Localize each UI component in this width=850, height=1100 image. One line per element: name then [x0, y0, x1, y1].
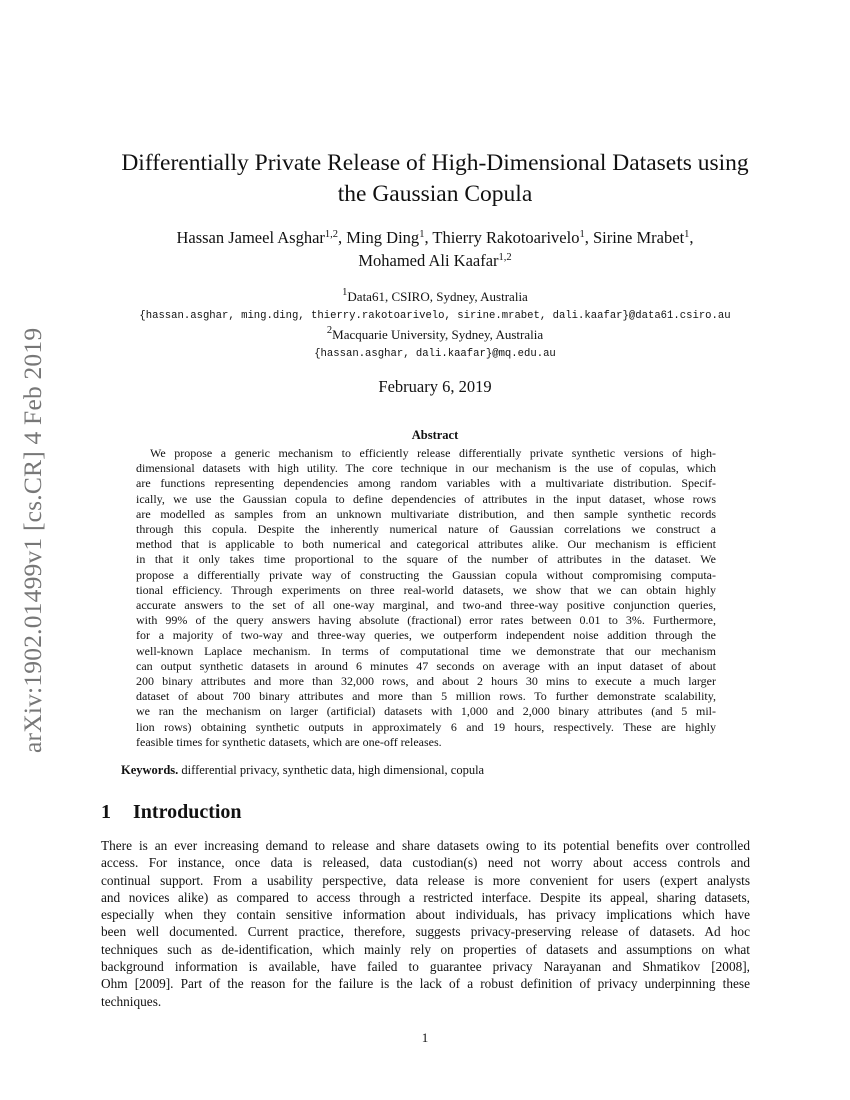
- abstract-line: ically, we use the Gaussian copula to define dependencies of attributes in the input dataset, whose rows: [136, 491, 716, 506]
- author-name: Sirine Mrabet: [592, 228, 685, 247]
- abstract-line: can output synthetic datasets in around 6 minutes 47 seconds on average with an input dataset of about: [136, 658, 716, 673]
- abstract-line: tional efficiency. Through experiments on three real-world datasets, we show that we can obtain highly: [136, 582, 716, 597]
- section-heading: [101, 801, 242, 824]
- abstract-line: for a majority of two-way and three-way queries, we outperform independent noise addition through the: [136, 628, 716, 643]
- intro-line: techniques such as de-identification, which mainly rely on properties of datasets and assumptions on what: [101, 941, 750, 957]
- section-title: Introduction: [133, 801, 242, 823]
- author-name: Mohamed Ali Kaafar: [358, 251, 499, 270]
- keywords-text: differential privacy, synthetic data, high dimensional, copula: [181, 763, 485, 777]
- intro-line: especially when they contain sensitive information about individuals, has privacy implications which have: [101, 907, 750, 923]
- abstract-line: with 99% of the query answers having absolute (fractional) error rates between 0.01 to 3%. Furthermore,: [136, 613, 716, 628]
- intro-line: and novices alike) as compared to access through a restricted interface. Despite its appeal, sharing datasets,: [101, 889, 750, 905]
- author-name: Thierry Rakotoarivelo: [432, 228, 580, 247]
- abstract-line: well-known Laplace mechanism. In terms of computational time we demonstrate that our mechanism: [136, 643, 716, 658]
- affiliation-text: Macquarie University, Sydney, Australia: [332, 327, 544, 342]
- abstract-body: [136, 446, 716, 750]
- affiliation-1-email[interactable]: {hassan.asghar, ming.ding, thierry.rakotoarivelo, sirine.mrabet, dali.kaafar}@data61.csiro.au: [139, 310, 731, 322]
- abstract-line: dataset of about 700 binary attributes and more than 5 million rows. To further demonstrate scalability,: [136, 689, 716, 704]
- title-line-2: the Gaussian Copula: [337, 181, 533, 207]
- abstract-line: feasible times for synthetic datasets, which are one-off releases.: [136, 734, 442, 749]
- paper-title: [100, 148, 770, 210]
- intro-line: There is an ever increasing demand to release and share datasets owing to its potential benefits over controlled: [101, 838, 750, 853]
- author-affil-mark: 1,2: [498, 252, 512, 263]
- author-line-2: [100, 249, 770, 272]
- intro-line: techniques.: [101, 993, 162, 1009]
- intro-line: access. For instance, once data is released, data custodian(s) need not worry about access controls and: [101, 855, 750, 871]
- affiliation-text: Data61, CSIRO, Sydney, Australia: [347, 289, 528, 304]
- abstract-line: through this copula. Despite the inherently numerical nature of Gaussian correlations we construct a: [136, 522, 716, 537]
- affiliation-mark: 2: [326, 325, 333, 336]
- author-list: [100, 226, 770, 272]
- author-line-1: Hassan Jameel Asghar$^{1,2}$, Ming Ding$^1$, Thierry Rakotoarivelo$^1$, Sirine Mrabet$^1$,: [176, 228, 694, 247]
- abstract-line: accurate answers to the set of all one-way marginal, and two-and three-way positive conjunction queries,: [136, 598, 716, 613]
- author-affil-mark: 1: [684, 229, 690, 240]
- abstract-line: method that is applicable to both numerical and categorical attributes alike. Our mechanism is efficient: [136, 537, 716, 552]
- abstract-line: propose a differentially private way of constructing the Gaussian copula without compromising computa-: [136, 567, 716, 582]
- author-name: Hassan Jameel Asghar: [176, 228, 325, 247]
- arxiv-stamp[interactable]: arXiv:1902.01499v1 [cs.CR] 4 Feb 2019: [18, 327, 47, 753]
- abstract-heading: Abstract: [411, 428, 459, 442]
- page-number: 1: [421, 1030, 429, 1045]
- author-affil-mark: 1: [419, 229, 425, 240]
- affiliation-2-email[interactable]: {hassan.asghar, dali.kaafar}@mq.edu.au: [314, 348, 556, 360]
- abstract-line: in that it only takes time proportional to the square of the number of attributes in the dataset. We: [136, 552, 716, 567]
- intro-line: Ohm [2009]. Part of the reason for the failure is the lack of a robust definition of privacy underpinning these: [101, 976, 750, 992]
- introduction-body: [101, 837, 750, 1010]
- section-number: 1: [101, 801, 111, 823]
- abstract-line: We propose a generic mechanism to efficiently release differentially private synthetic versions of high-: [150, 446, 716, 460]
- intro-line: been well documented. Current practice, therefore, suggests privacy-preserving release of datasets. Ad hoc: [101, 924, 750, 940]
- author-affil-mark: 1,2: [324, 229, 339, 240]
- title-line-1: Differentially Private Release of High-Dimensional Datasets using: [121, 150, 749, 176]
- abstract-line: we ran the mechanism on larger (artificial) datasets with 1,000 and 2,000 binary attributes (and 5 mil-: [136, 704, 716, 719]
- affiliation-mark: 1: [342, 287, 348, 298]
- author-name: Ming Ding: [346, 228, 420, 247]
- abstract-line: are functions representing dependencies among random variables with a multivariate distribution. Specif-: [136, 476, 716, 491]
- abstract-line: are modelled as samples from an unknown multivariate distribution, and then sample synthetic records: [136, 506, 716, 521]
- abstract-line: dimensional datasets with high utility. The core technique in our mechanism is the use of copulas, which: [136, 461, 716, 476]
- abstract-line: lion rows) obtaining synthetic outputs in approximately 6 and 19 hours, respectively. These are highly: [136, 719, 716, 734]
- paper-date: February 6, 2019: [378, 377, 492, 396]
- intro-line: background information is available, have failed to guarantee privacy Narayanan and Shmatikov [2008],: [101, 959, 750, 975]
- abstract-line: 200 binary attributes and more than 32,000 rows, and about 2 hours 30 mins to execute a much larger: [136, 674, 716, 689]
- affiliation-1: [60, 288, 810, 306]
- affiliation-2: [60, 326, 810, 344]
- author-affil-mark: 1: [579, 229, 585, 240]
- keywords: [121, 763, 484, 778]
- intro-line: continual support. From a usability perspective, data release is more convenient for users (expert analysts: [101, 872, 750, 888]
- keywords-label: Keywords.: [121, 763, 179, 777]
